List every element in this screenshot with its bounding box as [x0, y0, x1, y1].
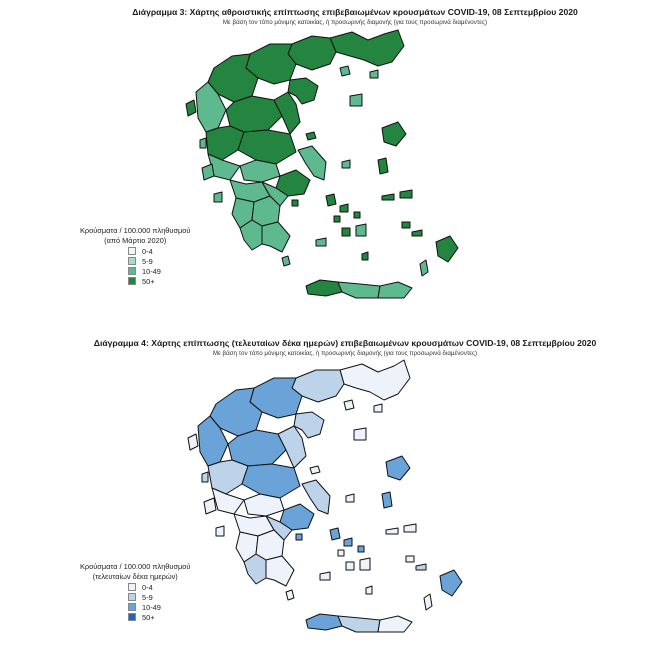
region-crete-east [378, 616, 412, 632]
island-lesvos [386, 456, 410, 480]
map-subtitle: Με βάση τον τόπο μόνιμης κατοικίας, ή προσωρινής διαμονής (για τους προσωρινά διαμένοντες) [212, 350, 478, 357]
island-ikaria [382, 194, 394, 200]
island-sporades [310, 466, 320, 474]
legend-swatch [128, 247, 136, 255]
region-central-west [206, 126, 244, 160]
island-rhodes [436, 236, 458, 262]
island-syros [338, 550, 344, 556]
island-corfu [186, 100, 196, 116]
island-zakynthos [214, 192, 222, 202]
legend-item [128, 612, 190, 622]
map-title: Διάγραμμα 4: Χάρτης επίπτωσης (τελευταίων δέκα ημερών) επιβεβαιωμένων κρουσμάτων COVID-19, 08 Σεπτεμβρίου 2020 [93, 338, 597, 348]
legend-label: 5-9 [142, 592, 153, 602]
legend-label: 5-9 [142, 256, 153, 266]
island-kos [412, 230, 422, 236]
island-tinos [344, 538, 352, 546]
island-kos [416, 564, 426, 570]
region-crete-west [306, 280, 342, 296]
island-lemnos [350, 94, 362, 106]
region-shapes [188, 360, 462, 632]
island-thasos [340, 66, 350, 76]
island-samothrace [370, 70, 378, 78]
island-thasos [344, 400, 354, 410]
legend-swatch [128, 593, 136, 601]
region-crete-central [338, 282, 380, 298]
island-paros [342, 228, 350, 236]
region-thrace-east [340, 360, 410, 400]
island-kefalonia [202, 164, 214, 180]
region-crete-west [306, 614, 342, 630]
island-salamina-aegina [292, 200, 298, 206]
map-legend [80, 562, 190, 622]
legend-swatch [128, 257, 136, 265]
island-salamina-aegina [296, 534, 302, 540]
island-naxos [360, 558, 370, 570]
region-central-east [238, 130, 296, 164]
map-subtitle: Με βάση τον τόπο μόνιμης κατοικίας, ή προσωρινής διαμονής (για τους προσωρινά διαμένοντες) [222, 19, 488, 26]
island-karpathos [424, 594, 432, 610]
island-andros [326, 194, 336, 206]
legend-swatch [128, 277, 136, 285]
island-kythera [282, 256, 290, 266]
legend-title: Κρούσματα / 100.000 πληθυσμού [80, 226, 191, 235]
island-kalymnos [402, 222, 410, 228]
island-sporades [306, 132, 316, 140]
island-milos [320, 572, 330, 580]
legend-item [128, 582, 190, 592]
legend-label: 0-4 [142, 582, 153, 592]
island-andros [330, 528, 340, 540]
region-laconia [266, 556, 294, 586]
island-syros [334, 216, 340, 222]
island-lefkada [202, 472, 208, 482]
legend-item [128, 602, 190, 612]
island-milos [316, 238, 326, 246]
island-zakynthos [216, 526, 224, 536]
legend-item [128, 246, 190, 256]
map-panel-last-ten-days [0, 330, 650, 672]
region-laconia [262, 222, 290, 252]
island-lefkada [200, 138, 206, 148]
region-thrace-east [330, 30, 404, 66]
legend-title: Κρούσματα / 100.000 πληθυσμού [80, 562, 191, 571]
island-mykonos [358, 546, 364, 552]
legend-item [128, 266, 190, 276]
legend-label: 0-4 [142, 246, 153, 256]
legend-label: 50+ [142, 612, 155, 622]
region-phocis [240, 160, 280, 182]
region-central-east [242, 464, 300, 498]
island-kefalonia [204, 498, 216, 514]
island-skyros [346, 494, 354, 502]
island-mykonos [354, 212, 360, 218]
island-rhodes [440, 570, 462, 596]
legend-subtitle: (τελευταίων δέκα ημερών) [92, 572, 178, 581]
region-thessaly-north [226, 96, 282, 132]
island-paros [346, 562, 354, 570]
island-kythera [286, 590, 294, 600]
legend-item [128, 256, 190, 266]
legend-subtitle: (από Μάρτιο 2020) [104, 236, 167, 245]
island-kalymnos [406, 556, 414, 562]
map-legend [80, 226, 190, 286]
island-samos [400, 190, 412, 198]
legend-label: 50+ [142, 276, 155, 286]
island-ikaria [386, 528, 398, 534]
region-phocis [244, 494, 284, 516]
legend-swatch [128, 603, 136, 611]
island-lemnos [354, 428, 366, 440]
legend-label: 10-49 [142, 266, 161, 276]
legend-swatch [128, 267, 136, 275]
region-crete-central [338, 616, 380, 632]
island-santorini [366, 586, 372, 594]
island-tinos [340, 204, 348, 212]
map-title: Διάγραμμα 3: Χάρτης αθροιστικής επίπτωσης επιβεβαιωμένων κρουσμάτων COVID-19, 08 Σεπτεμβρίου 2020 [132, 7, 578, 17]
region-crete-east [378, 282, 412, 298]
island-santorini [362, 252, 368, 260]
legend-swatch [128, 583, 136, 591]
island-samothrace [374, 404, 382, 412]
island-skyros [342, 160, 350, 168]
island-lesvos [382, 122, 406, 146]
island-chios [378, 158, 388, 174]
island-chios [382, 492, 392, 508]
island-karpathos [420, 260, 428, 276]
island-samos [404, 524, 416, 532]
map-panel-cumulative [0, 0, 650, 330]
island-naxos [356, 224, 366, 236]
island-corfu [188, 434, 198, 450]
legend-item [128, 592, 190, 602]
legend-label: 10-49 [142, 602, 161, 612]
region-shapes [186, 30, 458, 298]
legend-item [128, 276, 190, 286]
legend-swatch [128, 613, 136, 621]
